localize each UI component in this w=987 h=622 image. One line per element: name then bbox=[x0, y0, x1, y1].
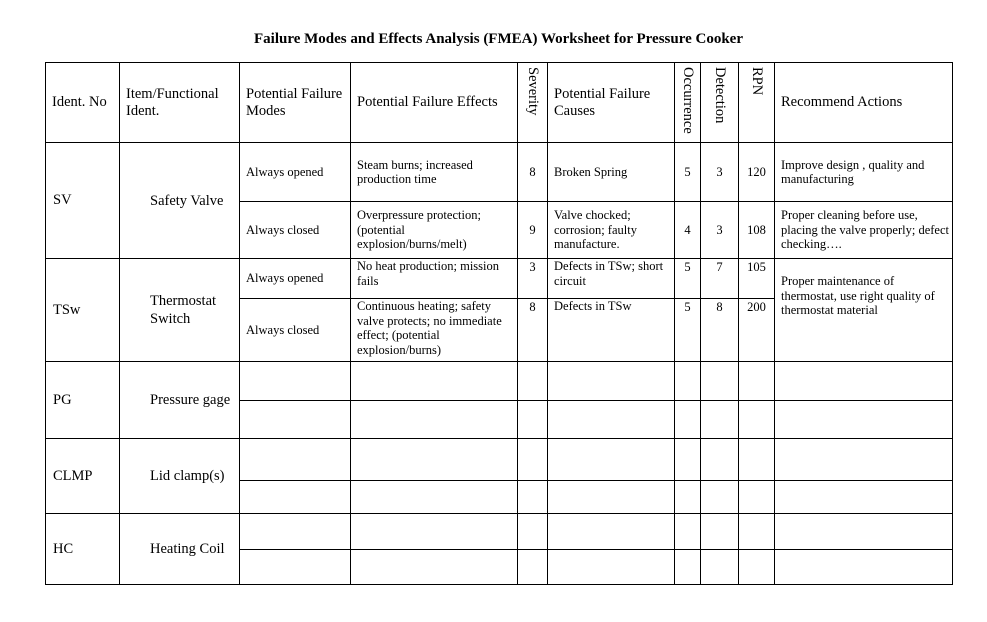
empty-cell bbox=[701, 481, 739, 514]
empty-cell bbox=[351, 514, 518, 550]
header-item: Item/Functional Ident. bbox=[120, 63, 240, 143]
action-cell: Improve design , quality and manufacturing bbox=[775, 143, 953, 202]
empty-cell bbox=[701, 439, 739, 481]
header-detection bbox=[701, 63, 739, 143]
header-severity bbox=[518, 63, 548, 143]
occurrence-cell: 4 bbox=[675, 202, 701, 259]
detection-cell: 3 bbox=[701, 143, 739, 202]
item-cell: Pressure gage bbox=[120, 362, 240, 439]
empty-cell bbox=[548, 439, 675, 481]
empty-cell bbox=[739, 401, 775, 439]
failure-cause-cell: Defects in TSw bbox=[548, 299, 675, 362]
empty-cell bbox=[701, 550, 739, 585]
detection-cell: 3 bbox=[701, 202, 739, 259]
empty-cell bbox=[351, 439, 518, 481]
empty-cell bbox=[240, 401, 351, 439]
empty-cell bbox=[548, 401, 675, 439]
rpn-cell: 120 bbox=[739, 143, 775, 202]
item-cell: Lid clamp(s) bbox=[120, 439, 240, 514]
detection-cell: 7 bbox=[701, 259, 739, 299]
empty-cell bbox=[548, 514, 675, 550]
empty-cell bbox=[351, 362, 518, 401]
header-severity-label: Severity bbox=[525, 67, 541, 116]
item-cell: Thermostat Switch bbox=[120, 259, 240, 362]
empty-cell bbox=[675, 362, 701, 401]
severity-cell: 8 bbox=[518, 143, 548, 202]
item-cell: Safety Valve bbox=[120, 143, 240, 259]
empty-cell bbox=[240, 362, 351, 401]
header-actions: Recommend Actions bbox=[775, 63, 953, 143]
failure-mode-cell: Always opened bbox=[240, 143, 351, 202]
empty-cell bbox=[739, 439, 775, 481]
empty-cell bbox=[518, 550, 548, 585]
severity-cell: 8 bbox=[518, 299, 548, 362]
fmea-table bbox=[45, 62, 953, 585]
header-ident-no: Ident. No bbox=[46, 63, 120, 143]
header-rpn bbox=[739, 63, 775, 143]
empty-cell bbox=[675, 514, 701, 550]
empty-cell bbox=[240, 514, 351, 550]
ident-cell: SV bbox=[46, 143, 120, 259]
table-row bbox=[46, 143, 953, 202]
rpn-cell: 200 bbox=[739, 299, 775, 362]
empty-cell bbox=[240, 481, 351, 514]
empty-cell bbox=[739, 550, 775, 585]
table-row bbox=[46, 362, 953, 401]
empty-cell bbox=[240, 439, 351, 481]
action-cell: Proper cleaning before use, placing the valve properly; defect checking…. bbox=[775, 202, 953, 259]
occurrence-cell: 5 bbox=[675, 299, 701, 362]
empty-cell bbox=[518, 481, 548, 514]
empty-cell bbox=[351, 550, 518, 585]
empty-cell bbox=[775, 362, 953, 401]
empty-cell bbox=[775, 481, 953, 514]
failure-effect-cell: Continuous heating; safety valve protects; no immediate effect; (potential explosion/burns) bbox=[351, 299, 518, 362]
empty-cell bbox=[701, 362, 739, 401]
ident-cell: TSw bbox=[46, 259, 120, 362]
failure-cause-cell: Valve chocked; corrosion; faulty manufacture. bbox=[548, 202, 675, 259]
empty-cell bbox=[675, 481, 701, 514]
empty-cell bbox=[775, 439, 953, 481]
failure-cause-cell: Defects in TSw; short circuit bbox=[548, 259, 675, 299]
occurrence-cell: 5 bbox=[675, 259, 701, 299]
empty-cell bbox=[548, 362, 675, 401]
empty-cell bbox=[775, 550, 953, 585]
detection-cell: 8 bbox=[701, 299, 739, 362]
action-cell: Proper maintenance of thermostat, use right quality of thermostat material bbox=[775, 259, 953, 362]
severity-cell: 3 bbox=[518, 259, 548, 299]
failure-effect-cell: No heat production; mission fails bbox=[351, 259, 518, 299]
empty-cell bbox=[351, 481, 518, 514]
header-rpn-label: RPN bbox=[749, 67, 765, 96]
failure-effect-cell: Overpressure protection; (potential explosion/burns/melt) bbox=[351, 202, 518, 259]
worksheet-title: Failure Modes and Effects Analysis (FMEA) Worksheet for Pressure Cooker bbox=[254, 31, 743, 47]
empty-cell bbox=[739, 362, 775, 401]
ident-cell: PG bbox=[46, 362, 120, 439]
failure-mode-cell: Always opened bbox=[240, 259, 351, 299]
header-occurrence-label: Occurrence bbox=[680, 67, 696, 134]
empty-cell bbox=[518, 401, 548, 439]
empty-cell bbox=[775, 401, 953, 439]
empty-cell bbox=[701, 514, 739, 550]
failure-effect-cell: Steam burns; increased production time bbox=[351, 143, 518, 202]
empty-cell bbox=[675, 439, 701, 481]
empty-cell bbox=[518, 362, 548, 401]
header-occurrence bbox=[675, 63, 701, 143]
item-cell: Heating Coil bbox=[120, 514, 240, 585]
ident-cell: HC bbox=[46, 514, 120, 585]
empty-cell bbox=[548, 550, 675, 585]
failure-cause-cell: Broken Spring bbox=[548, 143, 675, 202]
header-failure-causes: Potential Failure Causes bbox=[548, 63, 675, 143]
empty-cell bbox=[240, 550, 351, 585]
failure-mode-cell: Always closed bbox=[240, 299, 351, 362]
header-row bbox=[46, 63, 953, 143]
table-row bbox=[46, 514, 953, 550]
empty-cell bbox=[518, 439, 548, 481]
rpn-cell: 108 bbox=[739, 202, 775, 259]
ident-cell: CLMP bbox=[46, 439, 120, 514]
empty-cell bbox=[739, 514, 775, 550]
table-row bbox=[46, 259, 953, 299]
empty-cell bbox=[675, 401, 701, 439]
empty-cell bbox=[675, 550, 701, 585]
empty-cell bbox=[351, 401, 518, 439]
header-failure-modes: Potential Failure Modes bbox=[240, 63, 351, 143]
empty-cell bbox=[548, 481, 675, 514]
empty-cell bbox=[518, 514, 548, 550]
empty-cell bbox=[739, 481, 775, 514]
severity-cell: 9 bbox=[518, 202, 548, 259]
header-detection-label: Detection bbox=[712, 67, 728, 124]
table-row bbox=[46, 439, 953, 481]
empty-cell bbox=[775, 514, 953, 550]
empty-cell bbox=[701, 401, 739, 439]
occurrence-cell: 5 bbox=[675, 143, 701, 202]
rpn-cell: 105 bbox=[739, 259, 775, 299]
header-failure-effects: Potential Failure Effects bbox=[351, 63, 518, 143]
failure-mode-cell: Always closed bbox=[240, 202, 351, 259]
